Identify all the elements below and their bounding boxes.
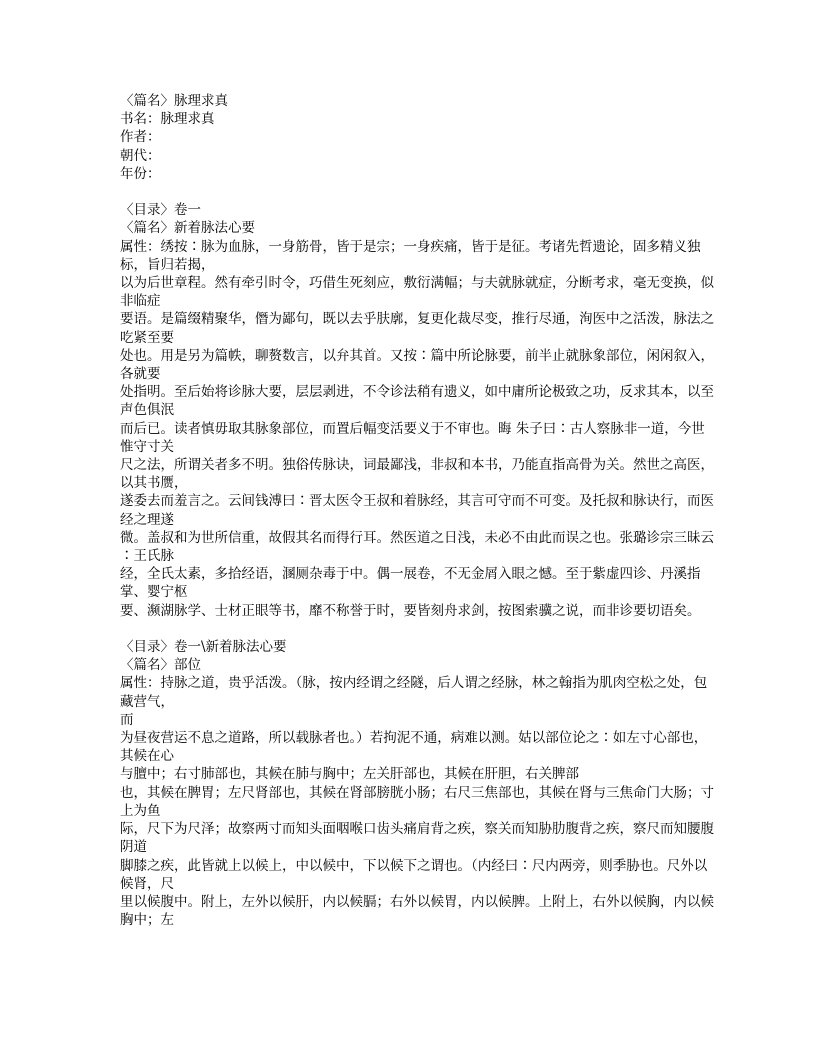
section-buwei	[120, 638, 718, 929]
document-page	[120, 92, 718, 929]
body-text-line: 尺之法，所谓关者多不明。独俗传脉诀，词最鄙浅，非叔和本书，乃能直指高骨为关。然世之高医，以其书赝，	[120, 457, 714, 492]
year-line: 年份：	[120, 165, 161, 182]
chapter-title: 〈篇名〉部位	[120, 657, 201, 674]
catalog-line: 〈目录〉卷一	[120, 202, 201, 219]
body-text-line: 遂委去而羞言之。云间钱溥曰∶晋太医令王叔和着脉经，其言可守而不可变。及托叔和脉诀行，而医经之理遂	[120, 493, 714, 528]
spacer	[120, 620, 718, 638]
body-text-line: 要语。是篇缀精聚华，僭为鄙句，既以去乎肤廓，复更化裁尽变，推行尽通，洵医中之活泼，脉法之吃紧至要	[120, 311, 714, 346]
book-info	[120, 92, 718, 183]
title-line: 〈篇名〉脉理求真	[120, 93, 228, 109]
body-text-line: 经，全氏太素，多拾经语，溷厕杂毒于中。偶一展卷，不无金屑入眼之憾。至于紫虚四诊、丹溪指掌、婴宁枢	[120, 566, 701, 601]
body-text-line: 也，其候在脾胃；左尺肾部也，其候在肾部膀胱小肠；右尺三焦部也，其候在肾与三焦命门大肠；寸上为鱼	[120, 784, 714, 819]
body-text-line: 属性：绣按∶脉为血脉，一身筋骨，皆于是宗；一身疾痛，皆于是征。考诸先哲遗论，固多精义独标，旨归若揭，	[120, 238, 701, 273]
body-text-line: 属性：持脉之道，贵乎活泼。（脉，按内经谓之经隧，后人谓之经脉，林之翰指为肌肉空松之处，包藏营气，	[120, 675, 708, 710]
section-xinzhuo-maifa	[120, 201, 718, 620]
body-text-line: 而	[120, 711, 134, 728]
body-text-line: 而后已。读者慎毋取其脉象部位，而置后幅变活要义于不审也。晦 朱子曰∶古人察脉非一道，今世惟守寸关	[120, 420, 705, 455]
body-text-line: 处也。用是另为篇帙，聊赘数言，以弁其首。又按∶篇中所论脉要，前半止就脉象部位，闲闲叙入，各就要	[120, 347, 714, 383]
book-name-line: 书名：脉理求真	[120, 111, 215, 128]
body-text-line: 与膻中；右寸肺部也，其候在肺与胸中；左关肝部也，其候在肝胆，右关脾部	[120, 766, 579, 783]
body-text-line: 处指明。至后始将诊脉大要，层层剥进，不令诊法稍有遗义，如中庸所论极致之功，反求其本，以至声色俱泯	[120, 384, 714, 419]
body-text-line: 要、濒湖脉学、士材正眼等书，靡不称誉于时，要皆刻舟求剑，按图索骥之说，而非诊要切语矣。	[120, 602, 701, 619]
body-text-line: 为昼夜营运不息之道路，所以载脉者也。）若拘泥不通，病难以测。姑以部位论之∶如左寸心部也，其候在心	[120, 730, 708, 765]
dynasty-line: 朝代：	[120, 147, 161, 164]
body-text-line: 脚膝之疾，此皆就上以候上，中以候中，下以候下之谓也。（内经曰∶尺内两旁，则季胁也。尺外以候肾，尺	[120, 857, 708, 892]
body-text-line: 际，尺下为尺泽；故察两寸而知头面咽喉口齿头痛肩背之疾，察关而知胁肋腹背之疾，察尺而知腰腹阴道	[120, 821, 714, 856]
catalog-line: 〈目录〉卷一\新着脉法心要	[120, 639, 287, 656]
spacer	[120, 183, 718, 201]
chapter-title: 〈篇名〉新着脉法心要	[120, 220, 255, 237]
author-line: 作者：	[120, 129, 161, 146]
body-text-line: 微。盖叔和为世所信重，故假其名而得行耳。然医道之日浅，未必不由此而误之也。张璐诊宗三昧云∶王氏脉	[120, 529, 714, 565]
body-text-line: 里以候腹中。附上，左外以候肝，内以候膈；右外以候胃，内以候脾。上附上，右外以候胸，内以候胸中；左	[120, 893, 714, 929]
body-text-line: 以为后世章程。然有牵引时令，巧借生死刻应，敷衍满幅；与夫就脉就症，分断考求，毫无变换，似非临症	[120, 275, 714, 310]
